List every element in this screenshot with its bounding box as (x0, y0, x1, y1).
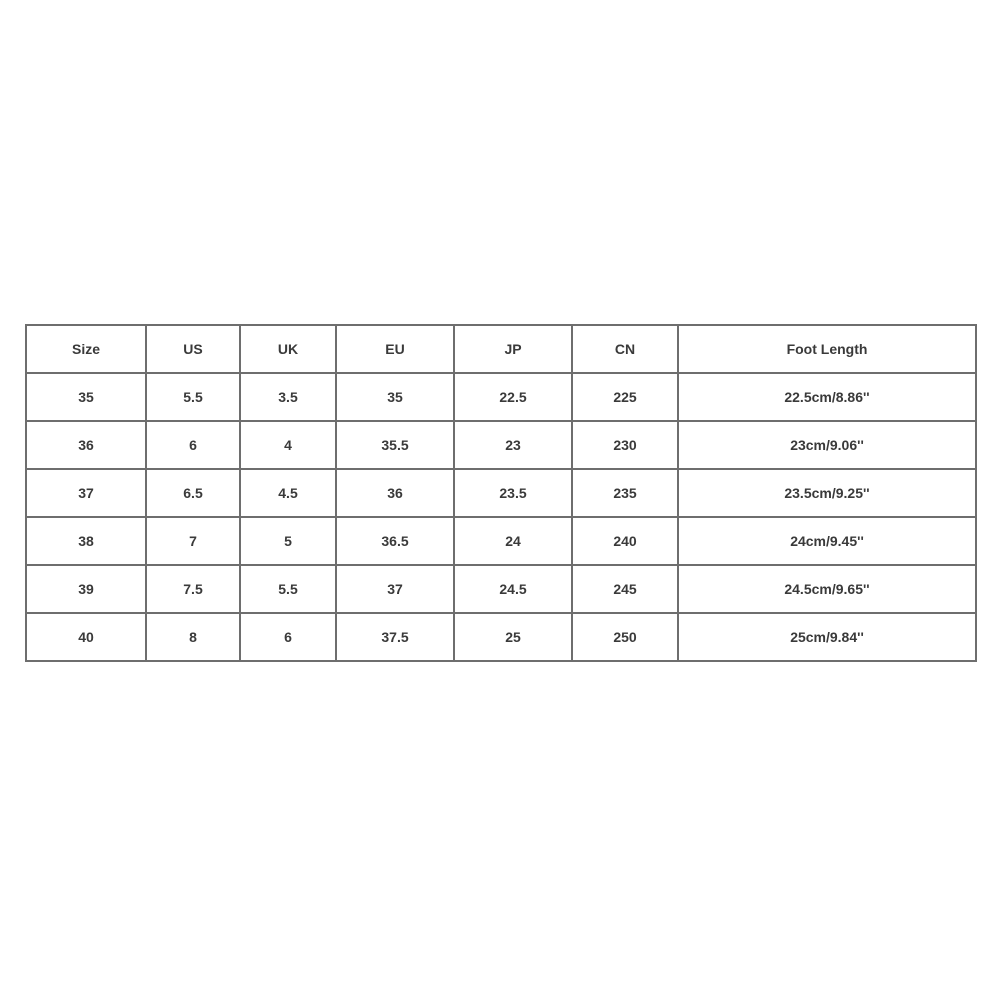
cell-jp: 23.5 (454, 469, 572, 517)
cell-uk: 3.5 (240, 373, 336, 421)
cell-us: 6 (146, 421, 240, 469)
cell-jp: 24.5 (454, 565, 572, 613)
cell-jp: 23 (454, 421, 572, 469)
cell-eu: 35 (336, 373, 454, 421)
cell-size: 39 (26, 565, 146, 613)
header-eu: EU (336, 325, 454, 373)
table-header-row (26, 325, 976, 373)
cell-cn: 240 (572, 517, 678, 565)
cell-foot-length: 22.5cm/8.86'' (678, 373, 976, 421)
cell-us: 8 (146, 613, 240, 661)
cell-eu: 37.5 (336, 613, 454, 661)
cell-foot-length: 23cm/9.06'' (678, 421, 976, 469)
cell-eu: 35.5 (336, 421, 454, 469)
table-row (26, 613, 976, 661)
cell-cn: 250 (572, 613, 678, 661)
cell-uk: 5.5 (240, 565, 336, 613)
cell-cn: 235 (572, 469, 678, 517)
cell-size: 40 (26, 613, 146, 661)
cell-eu: 36 (336, 469, 454, 517)
cell-eu: 36.5 (336, 517, 454, 565)
cell-us: 7 (146, 517, 240, 565)
table-row (26, 421, 976, 469)
table-row (26, 517, 976, 565)
cell-foot-length: 24cm/9.45'' (678, 517, 976, 565)
cell-uk: 5 (240, 517, 336, 565)
cell-foot-length: 25cm/9.84'' (678, 613, 976, 661)
cell-us: 5.5 (146, 373, 240, 421)
table-row (26, 469, 976, 517)
cell-cn: 230 (572, 421, 678, 469)
cell-us: 6.5 (146, 469, 240, 517)
cell-uk: 4.5 (240, 469, 336, 517)
header-foot-length: Foot Length (678, 325, 976, 373)
header-uk: UK (240, 325, 336, 373)
cell-size: 37 (26, 469, 146, 517)
cell-uk: 4 (240, 421, 336, 469)
cell-jp: 24 (454, 517, 572, 565)
table-row (26, 373, 976, 421)
cell-size: 35 (26, 373, 146, 421)
size-chart-table (25, 324, 977, 662)
cell-jp: 22.5 (454, 373, 572, 421)
table-row (26, 565, 976, 613)
cell-eu: 37 (336, 565, 454, 613)
cell-jp: 25 (454, 613, 572, 661)
cell-foot-length: 24.5cm/9.65'' (678, 565, 976, 613)
cell-cn: 225 (572, 373, 678, 421)
header-cn: CN (572, 325, 678, 373)
cell-cn: 245 (572, 565, 678, 613)
cell-us: 7.5 (146, 565, 240, 613)
header-jp: JP (454, 325, 572, 373)
cell-size: 38 (26, 517, 146, 565)
header-size: Size (26, 325, 146, 373)
header-us: US (146, 325, 240, 373)
cell-foot-length: 23.5cm/9.25'' (678, 469, 976, 517)
cell-uk: 6 (240, 613, 336, 661)
cell-size: 36 (26, 421, 146, 469)
